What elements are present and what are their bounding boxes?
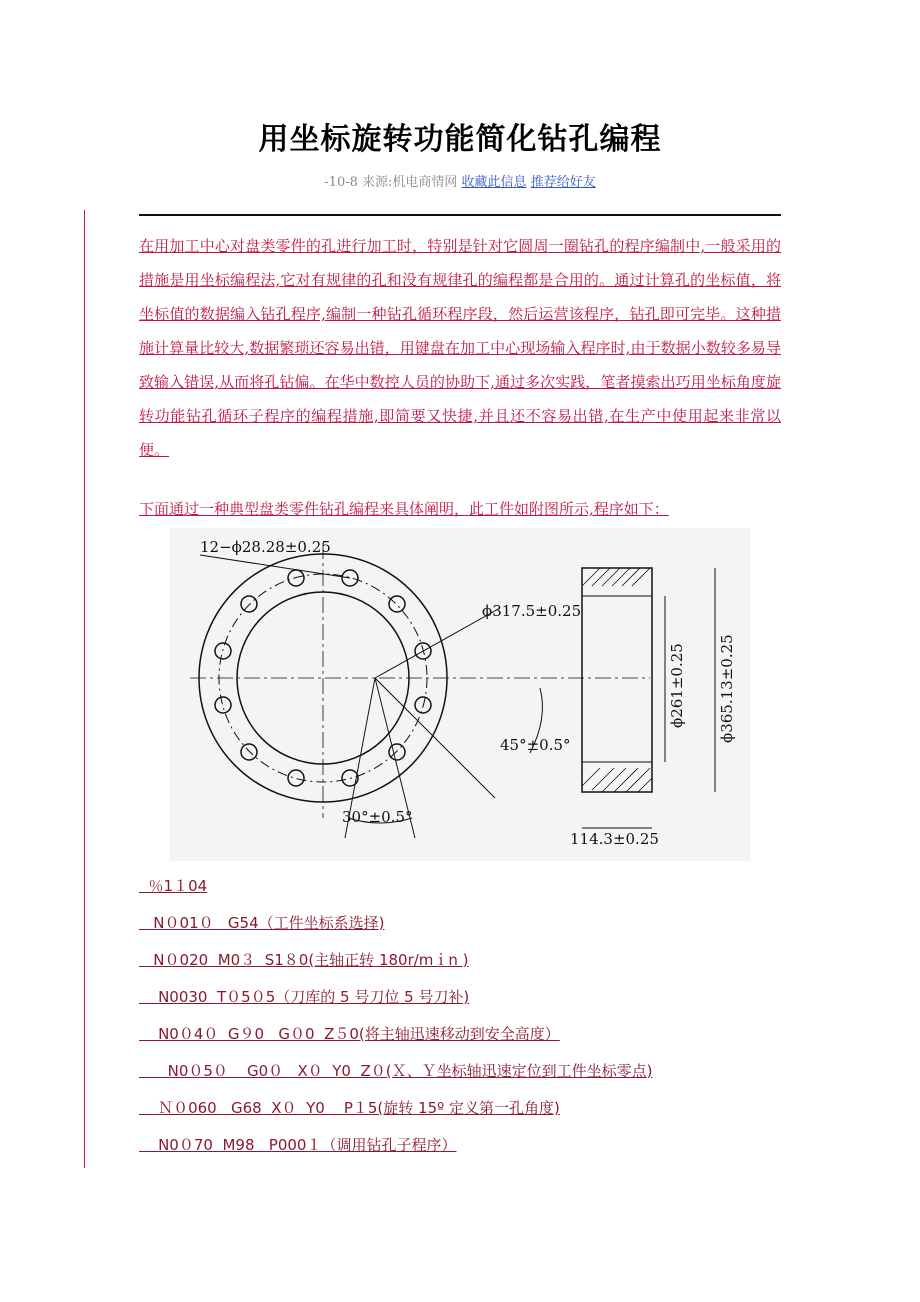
label-angle45: 45°±0.5° <box>500 736 571 754</box>
hole <box>241 744 257 760</box>
hatch-bottom <box>582 768 652 792</box>
hole <box>389 596 405 612</box>
left-margin-line <box>84 210 85 1168</box>
program-listing <box>139 872 799 1168</box>
hole <box>389 744 405 760</box>
divider <box>139 214 781 216</box>
hole <box>288 770 304 786</box>
lead-paragraph <box>139 494 781 524</box>
label-holes: 12−ϕ28.28±0.25 <box>200 538 331 556</box>
leader-holes <box>200 555 350 578</box>
program-line: ％1１04 <box>139 877 208 895</box>
collect-link[interactable]: 收藏此信息 <box>461 175 527 190</box>
program-line: Ｎ０060 G68 X０ Y0 P１5(旋转 15º 定义第一孔角度) <box>139 1099 560 1117</box>
label-bolt-circle: ϕ317.5±0.25 <box>482 602 582 620</box>
program-line: N０01０ G54（工件坐标系选择) <box>139 914 385 932</box>
recommend-link[interactable]: 推荐给好友 <box>530 175 596 190</box>
program-line: N0０4０ G９0 G０0 Z５0(将主轴迅速移动到安全高度） <box>139 1025 560 1043</box>
page-title: 用坐标旋转功能简化钻孔编程 <box>258 122 662 157</box>
source-text: -10-8 来源:机电商情网 <box>324 175 462 190</box>
program-line: N0030 T０5０5（刀库的 5 号刀位 5 号刀补) <box>139 988 470 1006</box>
part-drawing <box>170 528 750 861</box>
lead-paragraph-text: 下面通过一种典型盘类零件钻孔编程来具体阐明，此工件如附图所示,程序如下： <box>139 500 669 518</box>
program-line: N0０5０ G0０ X０ Y0 Z０(Ｘ、Ｙ坐标轴迅速定位到工件坐标零点) <box>139 1062 653 1080</box>
hole <box>215 643 231 659</box>
hole <box>241 596 257 612</box>
label-outer-dia: ϕ365.13±0.25 <box>718 634 736 743</box>
side-view <box>582 568 652 792</box>
intro-paragraph-text: 在用加工中心对盘类零件的孔进行加工时，特别是针对它圆周一圈钻孔的程序编制中,一般采用的措施是用坐标编程法,它对有规律的孔和没有规律孔的编程都是合用的。通过计算孔的坐标值，将坐标值的数据编入钻孔程序,编制一种钻孔循环程序段，然后运营该程序，钻孔即可完毕。这种措施计算量比较大,数据繁琐还容易出错，用键盘在加工中心现场输入程序时,由于数据小数较多易导致输入错误,从而将孔钻偏。在华中数控人员的协助下,通过多次实践，笔者摸索出巧用坐标角度旋转功能钻孔循环子程序的编程措施,即简要又快捷,并且还不容易出错,在生产中使用起来非常以便。 <box>139 237 781 459</box>
program-line: N0０70 M98 P000１（调用钻孔子程序） <box>139 1136 457 1154</box>
article-meta <box>0 171 920 190</box>
program-line: N０020 M0３ S1８0(主轴正转 180r/mｉn ) <box>139 951 469 969</box>
label-inner-dia: ϕ261±0.25 <box>668 643 686 728</box>
label-width: 114.3±0.25 <box>570 830 659 848</box>
label-angle30: 30°±0.5° <box>342 808 413 826</box>
hatch-top <box>582 568 650 586</box>
intro-paragraph <box>139 229 781 467</box>
hole <box>215 697 231 713</box>
